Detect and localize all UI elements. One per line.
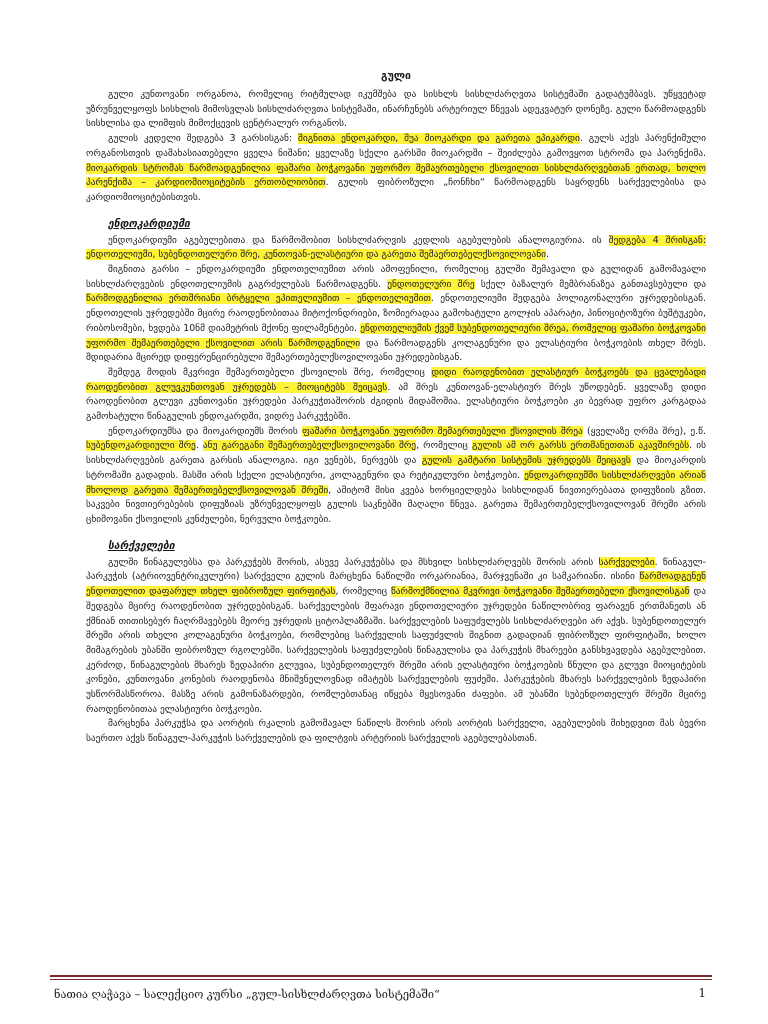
text-run: და შედგება მცირე რაოდენობით უჯრედებისგან. სარქველების მფარავი ენდოთელიური უჯრედები ნაწილობრივ ფარავენ ერთმანეთს ან ქმნიან თითისებურ ჩაღრმავებებს მეორე უჯრედის ციტოპლაზმაში. სარქველების საფუძვლებს სისხლძარღვები არ აქვს. სუბენდოთელურ შრეში არის თხელი კოლაგენური ბოჭკოები, რომლებიც სარქველის საფუძვლის შიგნით გადადიან ფიბროზულ ფირფიტაში, ხოლო მიმაგრების უბანში ფიბროზულ რგოლებში. სარქველების საფუძვლების წინაგულისა და პარკუჭის მხარეები განსხვავდება აგებულებით. კერძოდ, წინაგულების მხარეს ზედაპირი გლუვია, სუბენდოთელურ შრეში არის ელასტიური ბოჭკოების წნული და გლუვი მიოციტების კონები, კუნთოვანი კონების რაოდენობა მნიშვნელოვნად იმატებს სარქველების ფუძეში. პარკუჭების მხარეს სარქველების ზედაპირი უსწორმასწოროა. მასზე არის გამონაზარდები, რომლებთანაც იწყება მყესოვანი ძაფები. ამ უბანში სუბენდოთელურ შრეში მცირე რაოდენობითაა ელასტიური ბოჭკოები. <box>86 586 706 715</box>
text-run: ენდოკარდიუმსა და მიოკარდიუმს შორის <box>108 425 303 437</box>
paragraph <box>86 263 706 366</box>
text-run: და წარმოადგენს კოლაგენური და ელასტიური ბოჭკოების თხელ შრეს. მდიდარია მცირედ დიფერენცირებული შემაერთებელქსოვილოვანი უჯრედებისგან. <box>86 337 706 364</box>
sections-container <box>86 218 706 747</box>
text-run: . გულის ფიბროზული „ჩონჩხი“ წარმოადგენს საყრდენს სარქველებისა და კარდიომიოციტებისთვის. <box>86 177 706 203</box>
highlighted-text: წარმოქმნილია მკვრივი ბოჭკოვანი შემაერთებელი ქსოვილისგან <box>390 586 690 598</box>
text-run: და მიოკარდის სტრომაში გადადის. მასში არის სქელი ელასტიური, კოლაგენური და რეტიკულური ბოჭკოები. <box>86 455 706 481</box>
text-run: მარცხენა პარკუჭსა და აორტის რკალის გამომავალ ნაწილს შორის არის აორტის სარქველი, აგებულების მიხედვით მას ბევრი საერთო აქვს წინაგულ-პარკუჭის სარქველების და ფილტვის არტერიის სარქველის აგებულებასთან. <box>86 718 706 745</box>
text-run: . გულს აქვს პარენქიმული ორგანოსთვის დამახასიათებელი ყველა ნიშანი; ყველაზე სქელი გარსში მიოკარდში – შეიძლება გამოვყოთ სტრომა და პარენქიმა. <box>86 133 706 159</box>
highlighted-text: სარქველები <box>598 556 655 568</box>
highlighted-text: ენდოთელური შრე <box>387 278 475 290</box>
text-run: . წინაგულ-პარკუჭის (ატრიოვენტრიკულური) სარქველი გულის მარცხენა ნაწილში ორკარიანია, მარჯვენაში კი სამკარიანი. ისინი <box>86 556 706 583</box>
highlighted-text: შედგება 4 შრისგან: ენდოთელიუმი, სუბენდოთელური შრე, კუნთოვან-ელასტიური და გარეთა შემაერთებელქსოვილოვანი <box>86 234 706 261</box>
highlighted-text: ენდოთელიუმის ქვეშ სუბენდოთელიური შრეა, რომელიც ფაშარი ბოჭკოვანი უფორმო შემაერთებელი ქსოვილით არის წარმოდგენილი <box>86 322 706 349</box>
text-run: , ამიტომ მისი კვება ხორციელდება სისხლიდან ნივთიერებათა დიფუზიის გზით. საკვები ნივთიერებების დიფუზიას უზრუნველყოფს გულის საკნებში მაღალი წნევა. გარეთა შემაერთებელქსოვილოვან შრეში არის ცხიმოვანი ქსოვილის კუნძულები, ნერვული ბოჭკოები. <box>86 484 706 525</box>
footer-rule-thin <box>50 979 712 980</box>
text-run: . <box>195 440 203 452</box>
highlighted-text: ენდოკარდიუმში სისხლძარღვები არიან მხოლოდ გარეთა შემაერთებელქსოვილოვან შრეში <box>86 469 706 496</box>
page-number: 1 <box>698 986 706 1000</box>
text-run: . <box>545 249 549 261</box>
text-run: (ყველაზე ღრმა შრე), ე.წ. <box>582 425 706 437</box>
section-heading: ენდოკარდიუმი <box>108 217 190 230</box>
text-run: . ის სისხლძარღვების გარეთა გარსის ანალოგია. იგი ვენებს, ნერვებს და <box>86 440 706 467</box>
footer-rule <box>50 975 712 977</box>
highlighted-text: დიდი რაოდენობით ელასტიურ ბოჭკოებს და ცვალებადი რაოდენობით გლუვკუნთოვან უჯრედებს – მიოციტებს შეიცავს <box>86 366 706 393</box>
paragraph <box>86 234 706 263</box>
highlighted-text: ფაშარი ბოჭკოვანი უფორმო შემაერთებელი ქსოვილის შრეა <box>302 425 583 437</box>
highlighted-text: შიგნითა ენდოკარდი, შუა მიოკარდი და გარეთა ეპიკარდი <box>298 133 580 145</box>
text-run: . ენდოთელიუმი შედგება პოლიგონალური უჯრედებისგან. ენდოთელის უჯრედებში მცირე რაოდენობითაა მიტოქონდრიები, ზომიერადაა გამოხატული გოლჯის აპარატი, პინოციტოზური ბუშტუკები, რიბოსომები, ხვდება 10ნმ დიამეტრის მქონე ფილამენტები. <box>86 293 706 334</box>
highlighted-text: გულის ამ ორ გარსს ერთმანეთთან აკავშირებს <box>471 440 690 452</box>
text-run: გულში წინაგულებსა და პარკუჭებს შორის, ასევე პარკუჭებსა და მსხვილ სისხლძარღვებს შორის არის <box>108 556 599 568</box>
text-run: სქელ ბაზალურ მემბრანაზეა განთავსებული და <box>474 278 706 290</box>
text-run: გულის კედელი შედგება 3 გარსისგან: <box>108 133 298 145</box>
paragraph <box>86 132 706 206</box>
text-run: შემდეგ მოდის მკვრივი შემაერთებელი ქსოვილის შრე, რომელიც <box>108 366 432 378</box>
paragraph <box>86 717 706 746</box>
text-run: ენდოკარდიუმი აგებულებითა და წარმოშობით სისხლძარღვის კედლის აგებულების ანალოგიურია. ის <box>108 234 609 246</box>
text-run: შიგნითა გარსი – ენდოკარდიუმი ენდოთელიუმით არის ამოფენილი, რომელიც გულში შემავალი და გულიდან გამომავალი სისხლძარღვების ენდოთელიუმის გაგრძელებას წარმოადგენს. <box>86 264 706 290</box>
intro-section <box>86 88 706 206</box>
footer-text: ნათია ღაჭავა – სალექციო კურსი „გულ-სისხლძარღვთა სისტემაში“ <box>54 988 440 1001</box>
paragraph <box>86 556 706 718</box>
highlighted-text: სუბენდოკარდიული შრე <box>86 440 196 452</box>
text-run: , რომელიც <box>416 440 472 452</box>
document-title: გული <box>381 70 411 82</box>
highlighted-text: წარმოადგენენ ენდოთელით დაფარულ თხელ ფიბროზულ ფირფიტას <box>86 571 706 598</box>
highlighted-text: მიოკარდის სტრომას წარმოადგენილია ფაშარი ბოჭკოვანი უფორმო შემაერთებელი ქსოვილით სისხლძარღვებთან ერთად, ხოლო პარენქიმა – კარდიომიოციტების ერთობლიობით <box>86 162 706 189</box>
page-content <box>86 64 706 964</box>
paragraph <box>86 366 706 425</box>
text-run: , რომელიც <box>335 586 391 598</box>
paragraph <box>86 88 706 132</box>
paragraph <box>86 425 706 528</box>
highlighted-text: გულის გამტარი სისტემის უჯრედებს შეიცავს <box>421 455 631 467</box>
text-run: გული კუნთოვანი ორგანოა, რომელიც რიტმულად იკუმშება და სისხლს სისხლძარღვთა სისტემაში გადატუმბავს. უწყვეტად უზრუნველყოფს სისხლის მიმოსვლას სისხლძარღვთა სისტემაში, ინარჩუნებს არტერიულ წნევას ადეკვატურ დონეზე. გული წარმოადგენს სისხლისა და ლიმფის მიმოქცევის ცენტრალურ ორგანოს. <box>86 89 706 130</box>
section-heading: სარქველები <box>108 539 175 552</box>
text-run: . ამ შრეს კუნთოვან-ელასტიურ შრეს უწოდებენ. ყველაზე დიდი რაოდენობით გლუვი კუნთოვანი უჯრედები პარკუჭთაშორის ძგიდის მიდამოშია. ელასტიური ბოჭკოები კი ბევრად უფრო კარგადაა გამოხატული წინაგულის ენდოკარდში, ვიდრე პარკუჭებში. <box>86 381 706 423</box>
highlighted-text: წარმოდგენილია ერთშრიანი ბრტყელი ეპითელიუმით – ენდოთელიუმით <box>86 293 431 305</box>
highlighted-text: ანუ გარეგანი შემაერთებელქსოვილოვანი შრე <box>202 440 417 452</box>
